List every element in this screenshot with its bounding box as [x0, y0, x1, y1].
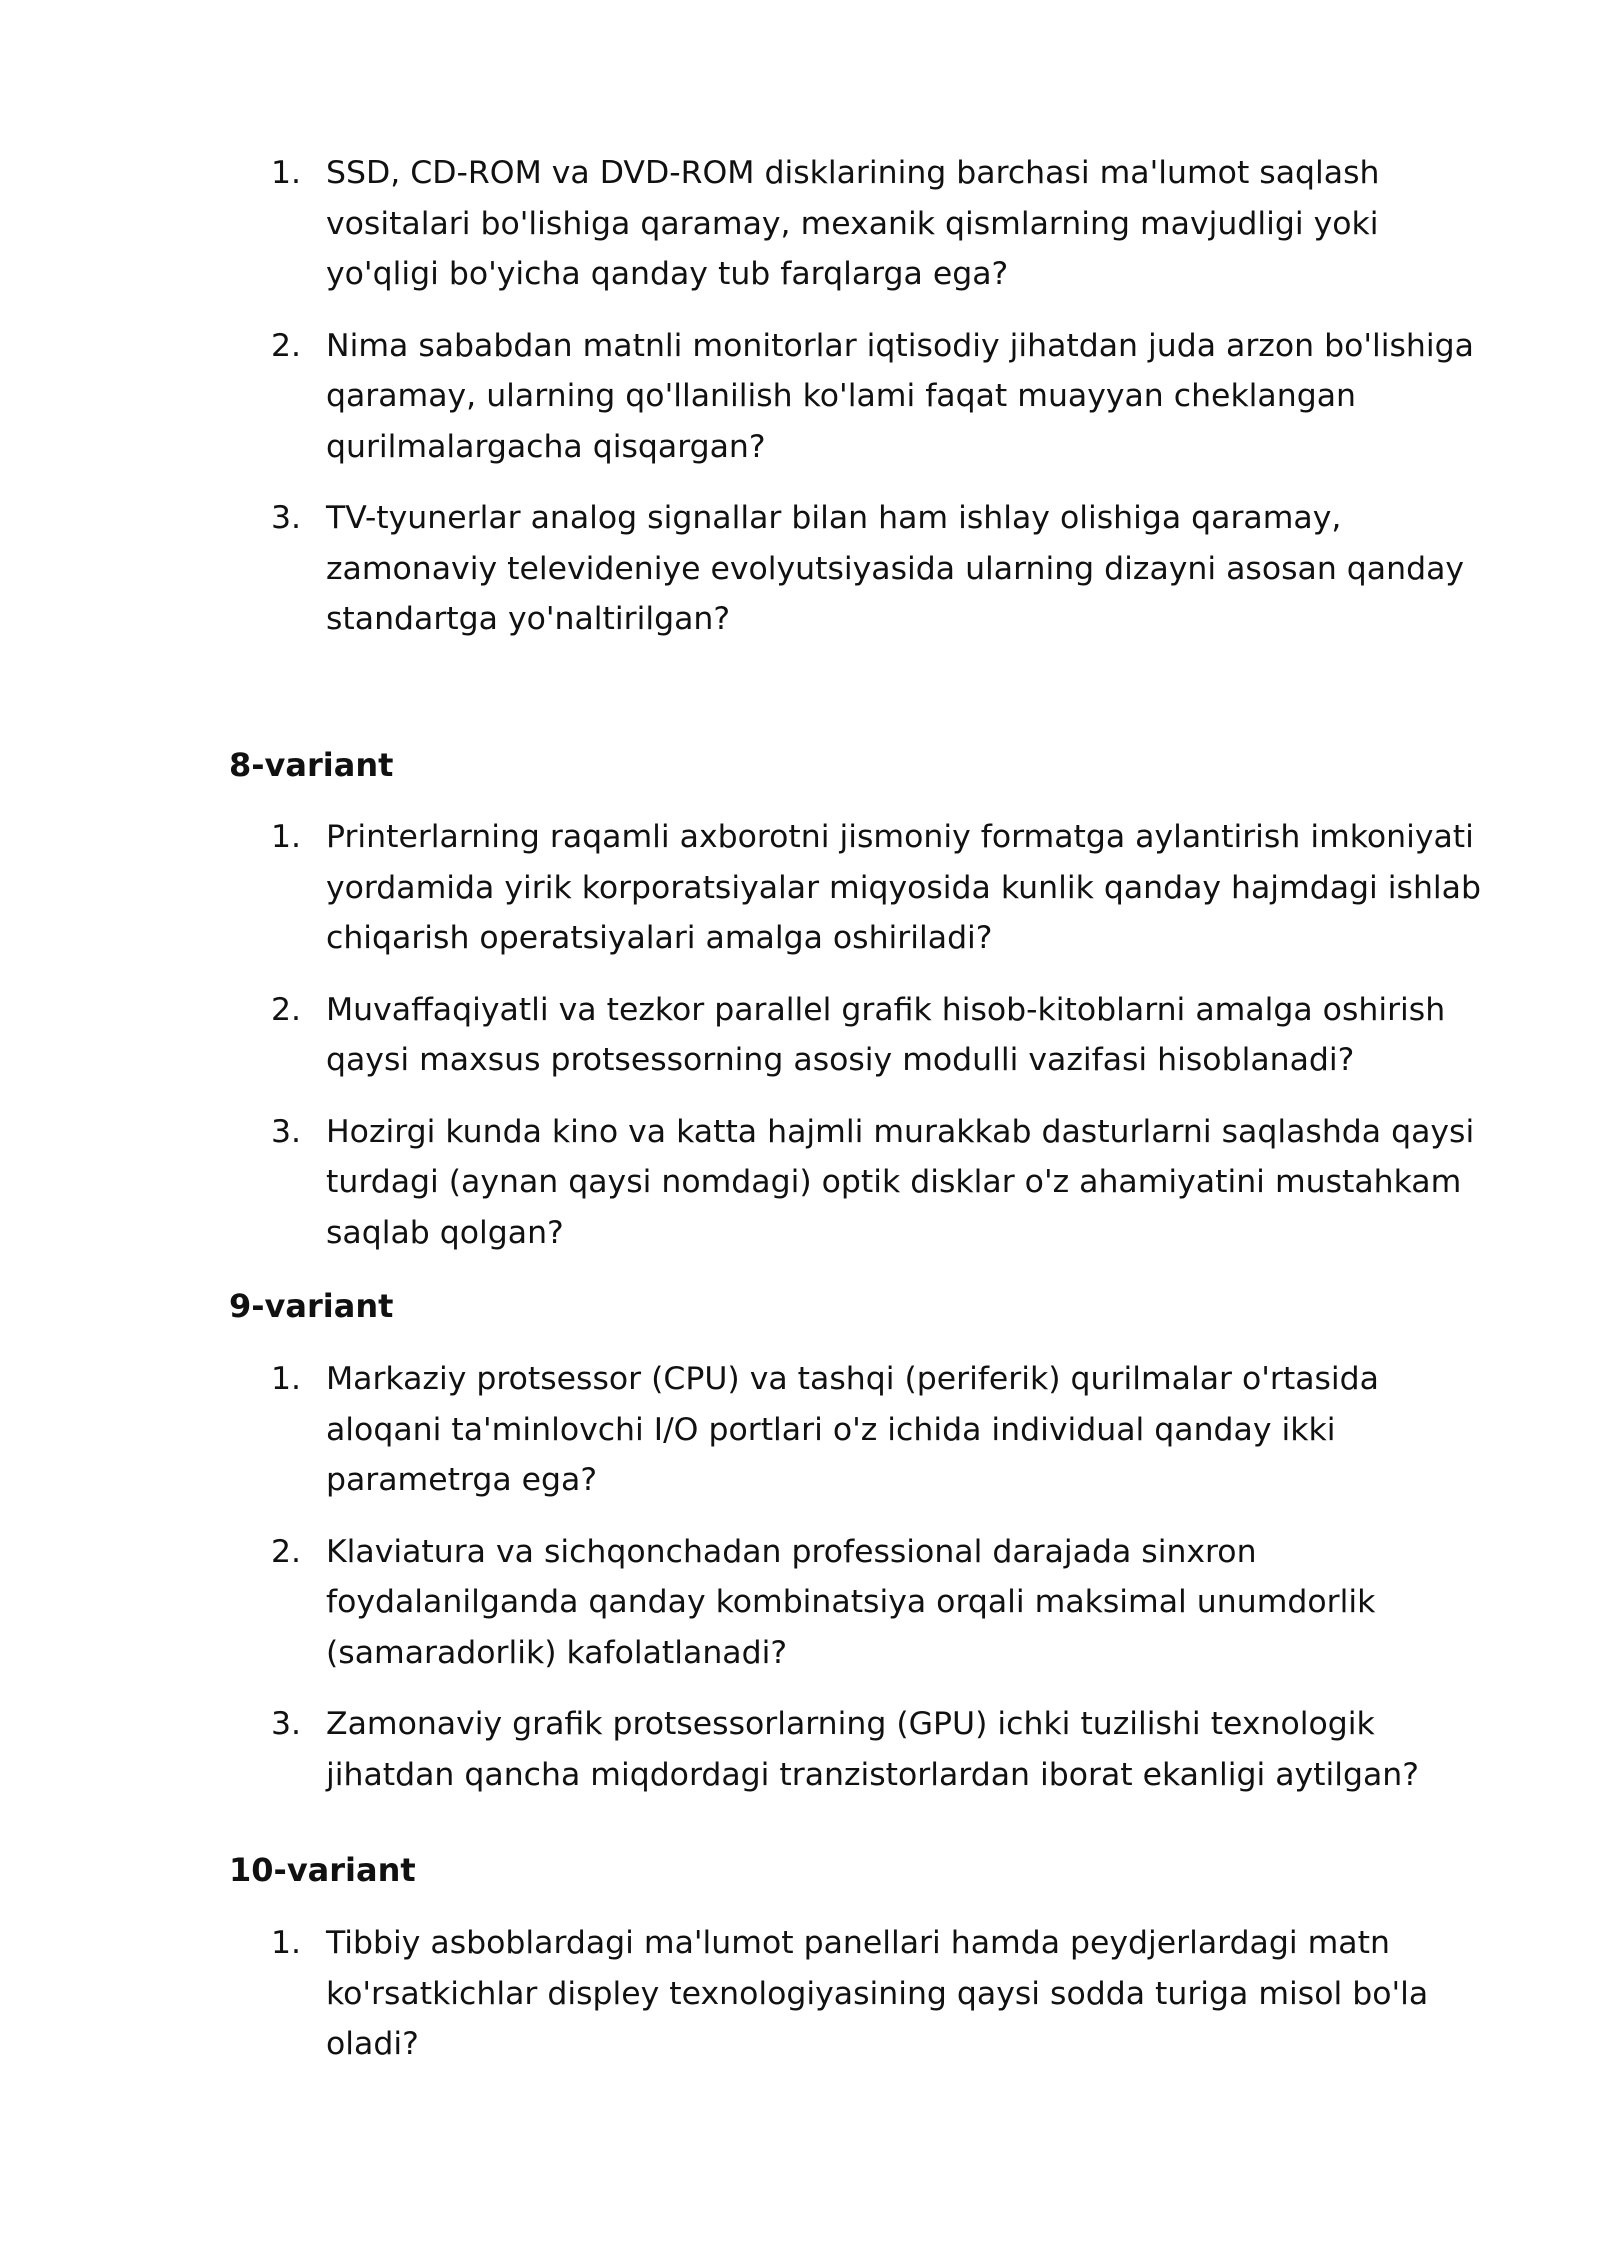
- intro-question-list: [0, 148, 1600, 666]
- list-item: [0, 1918, 1600, 2070]
- question-text: Muvaffaqiyatli va tezkor parallel grafik hisob-kitoblarni amalga oshirish qaysi maxsus protsessorning asosiy modulli vazifasi hisoblanadi?: [326, 991, 1446, 1078]
- list-item: [0, 1527, 1600, 1679]
- variant-9-question-list: [0, 1354, 1600, 1821]
- item-number: 1.: [271, 1925, 302, 1961]
- question-text: Printerlarning raqamli axborotni jismoniy formatga aylantirish imkoniyati yordamida yirik korporatsiyalar miqyosida kunlik qanday hajmdagi ishlab chiqarish operatsiyalari amalga oshiriladi?: [326, 819, 1481, 956]
- variant-10-question-list: [0, 1918, 1600, 2091]
- list-item: [0, 812, 1600, 964]
- section-heading-variant-10: 10-variant: [229, 1851, 416, 1889]
- question-text: Hozirgi kunda kino va katta hajmli murakkab dasturlarni saqlashda qaysi turdagi (aynan qaysi nomdagi) optik disklar o'z ahamiyatini mustahkam saqlab qolgan?: [326, 1113, 1475, 1251]
- item-number: 1.: [271, 1361, 302, 1397]
- question-text: Nima sababdan matnli monitorlar iqtisodiy jihatdan juda arzon bo'lishiga qaramay, ularning qo'llanilish ko'lami faqat muayyan cheklangan qurilmalargacha qisqargan?: [326, 327, 1474, 465]
- question-text: Klaviatura va sichqonchadan professional darajada sinxron foydalanilganda qanday kombinatsiya orqali maksimal unumdorlik (samaradorlik) kafolatlanadi?: [326, 1533, 1376, 1671]
- list-item: [0, 985, 1600, 1086]
- question-text: Zamonaviy grafik protsessorlarning (GPU) ichki tuzilishi texnologik jihatdan qancha miqdordagi tranzistorlardan iborat ekanligi aytilgan?: [326, 1706, 1419, 1793]
- list-item: [0, 1354, 1600, 1506]
- list-item: [0, 493, 1600, 645]
- item-number: 3.: [271, 1706, 302, 1742]
- item-number: 2.: [271, 991, 302, 1028]
- item-number: 1.: [271, 155, 302, 191]
- section-heading-variant-8: 8-variant: [229, 746, 394, 784]
- item-number: 3.: [271, 500, 302, 536]
- list-item: [0, 1699, 1600, 1800]
- list-item: [0, 321, 1600, 473]
- item-number: 1.: [271, 819, 302, 855]
- question-text: Tibbiy asboblardagi ma'lumot panellari hamda peydjerlardagi matn ko'rsatkichlar displey texnologiyasining qaysi sodda turiga misol bo'la oladi?: [326, 1925, 1429, 2062]
- question-text: TV-tyunerlar analog signallar bilan ham ishlay olishiga qaramay, zamonaviy televideniye evolyutsiyasida ularning dizayni asosan qanday standartga yo'naltirilgan?: [326, 500, 1465, 637]
- question-text: SSD, CD-ROM va DVD-ROM disklarining barchasi ma'lumot saqlash vositalari bo'lishiga qaramay, mexanik qismlarning mavjudligi yoki yo'qligi bo'yicha qanday tub farqlarga ega?: [326, 155, 1380, 292]
- section-heading-variant-9: 9-variant: [229, 1287, 394, 1325]
- question-text: Markaziy protsessor (CPU) va tashqi (periferik) qurilmalar o'rtasida aloqani ta'minlovchi I/O portlari o'z ichida individual qanday ikki parametrga ega?: [326, 1361, 1379, 1498]
- list-item: [0, 148, 1600, 300]
- variant-8-question-list: [0, 812, 1600, 1279]
- item-number: 3.: [271, 1113, 302, 1150]
- item-number: 2.: [271, 1533, 302, 1570]
- list-item: [0, 1107, 1600, 1259]
- item-number: 2.: [271, 327, 302, 364]
